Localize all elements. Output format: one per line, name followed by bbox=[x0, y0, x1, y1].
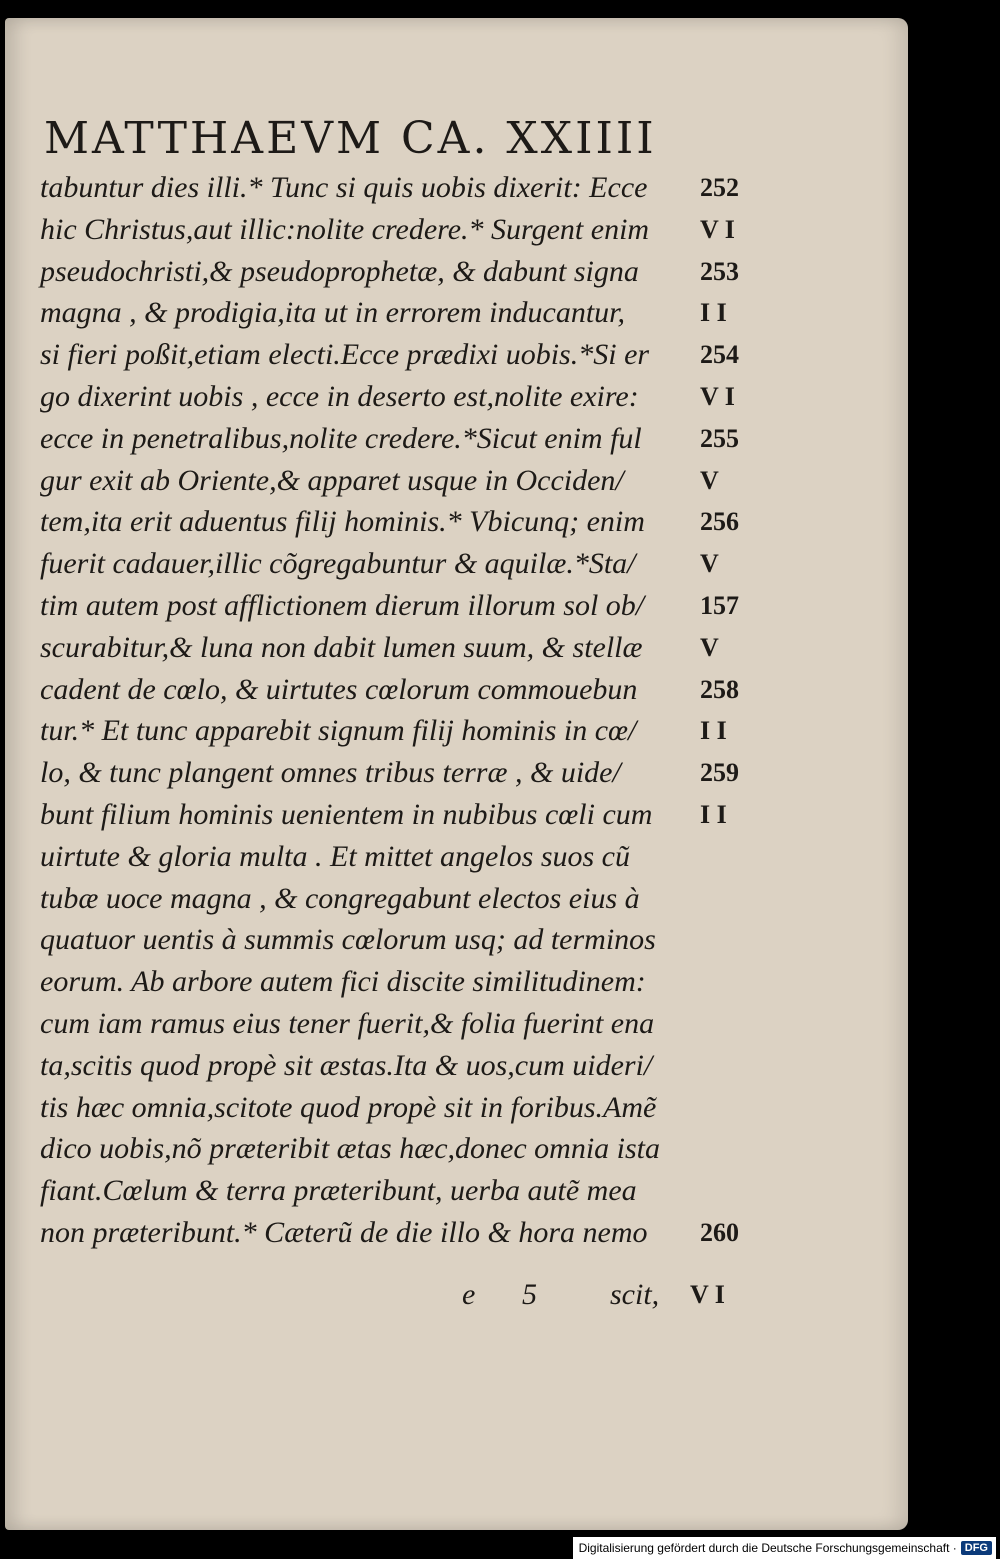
signature-mark: e bbox=[462, 1278, 476, 1311]
text-line: fiant.Cœlum & terra præteribunt, uerba autẽ mea bbox=[40, 1174, 637, 1208]
dfg-logo: DFG bbox=[961, 1541, 992, 1555]
margin-note: I I bbox=[700, 716, 727, 746]
text-line: scurabitur,& luna non dabit lumen suum, & stellæ bbox=[40, 630, 643, 664]
margin-note: V I bbox=[700, 214, 735, 244]
margin-note: 256 bbox=[700, 507, 739, 537]
text-line: pseudochristi,& pseudoprophetæ, & dabunt signa bbox=[40, 254, 639, 288]
digitization-footer bbox=[573, 1537, 996, 1559]
margin-note: 253 bbox=[700, 256, 739, 286]
text-line: tis hæc omnia,scitote quod propè sit in foribus.Amẽ bbox=[40, 1090, 657, 1124]
margin-note: 260 bbox=[700, 1218, 739, 1247]
margin-note: 258 bbox=[700, 674, 739, 704]
signature-number: 5 bbox=[522, 1278, 537, 1311]
margin-note: 252 bbox=[700, 173, 739, 202]
margin-note: 254 bbox=[700, 340, 739, 370]
text-line: cum iam ramus eius tener fuerit,& folia fuerint ena bbox=[40, 1007, 655, 1040]
text-line: gur exit ab Oriente,& apparet usque in Occiden/ bbox=[40, 463, 624, 497]
margin-note: 259 bbox=[700, 758, 739, 788]
catchword: scit, bbox=[610, 1278, 660, 1311]
signature-margin-note: V I bbox=[690, 1280, 725, 1309]
margin-note: 157 bbox=[700, 591, 739, 620]
text-line: hic Christus,aut illic:nolite credere.* Surgent enim bbox=[40, 212, 650, 246]
text-line: cadent de cœlo, & uirtutes cœlorum commouebun bbox=[40, 672, 638, 706]
margin-note: V bbox=[700, 632, 719, 662]
margin-note: I I bbox=[700, 298, 727, 328]
text-line: tem,ita erit aduentus filij hominis.* Vbicunq; enim bbox=[40, 505, 645, 539]
text-line: tim autem post afflictionem dierum illorum sol ob/ bbox=[40, 589, 645, 622]
margin-note: V bbox=[700, 465, 719, 495]
text-line: magna , & prodigia,ita ut in errorem inducantur, bbox=[40, 296, 625, 330]
text-line: uirtute & gloria multa . Et mittet angelos suos cũ bbox=[40, 839, 630, 873]
text-line: eorum. Ab arbore autem fici discite similitudinem: bbox=[40, 965, 646, 999]
text-line: bunt filium hominis uenientem in nubibus cœli cum bbox=[40, 798, 653, 831]
margin-note: V bbox=[700, 549, 719, 579]
text-line: ta,scitis quod propè sit æstas.Ita & uos,cum uideri/ bbox=[40, 1048, 653, 1082]
text-line: si fieri poßit,etiam electi.Ecce prædixi uobis.*Si er bbox=[40, 338, 650, 372]
text-line: quatuor uentis à summis cœlorum usq; ad terminos bbox=[40, 923, 656, 957]
running-head: MATTHAEVM CA. XXIIII bbox=[44, 113, 657, 164]
text-line: dico uobis,nõ præteribit ætas hæc,donec omnia ista bbox=[40, 1132, 660, 1166]
text-line: fuerit cadauer,illic cõgregabuntur & aquilæ.*Sta/ bbox=[40, 547, 636, 581]
text-line: lo, & tunc plangent omnes tribus terræ , & uide/ bbox=[40, 756, 621, 790]
margin-note: I I bbox=[700, 800, 727, 829]
margin-note: 255 bbox=[700, 423, 739, 453]
text-line: ecce in penetralibus,nolite credere.*Sicut enim ful bbox=[40, 421, 642, 455]
text-line: go dixerint uobis , ecce in deserto est,nolite exire: bbox=[40, 380, 639, 413]
text-line: tur.* Et tunc apparebit signum filij hominis in cœ/ bbox=[40, 714, 637, 748]
text-line: non præteribunt.* Cæterũ de die illo & hora nemo bbox=[40, 1216, 648, 1249]
text-line: tabuntur dies illi.* Tunc si quis uobis dixerit: Ecce bbox=[40, 171, 648, 204]
footer-text: Digitalisierung gefördert durch die Deutsche Forschungsgemeinschaft · bbox=[578, 1541, 957, 1555]
text-line: tubæ uoce magna , & congregabunt electos eius à bbox=[40, 881, 640, 915]
margin-note: V I bbox=[700, 382, 735, 411]
